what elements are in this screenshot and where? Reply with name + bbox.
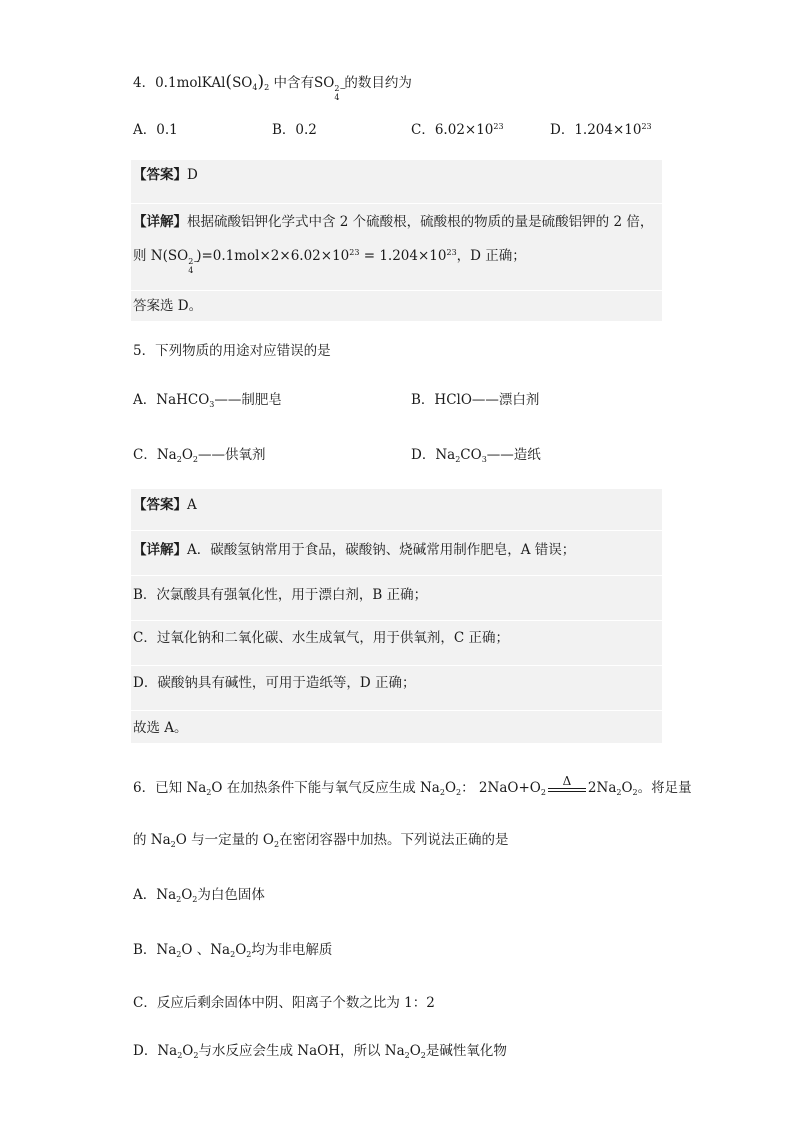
- heating-arrow: Δ: [548, 779, 586, 799]
- q5-stem: 5．下列物质的用途对应错误的是: [133, 343, 331, 359]
- q4-answer: 【答案】D: [133, 167, 198, 183]
- q5-option-b: B．HClO——漂白剂: [411, 392, 540, 408]
- q6-option-d: D．$Na_2O_2$与水反应会生成 NaOH，所以 $Na_2O_2$是碱性氧化物: [133, 1043, 507, 1060]
- q4-option-b: B．0.2: [272, 122, 317, 138]
- q5-detail-line-5: 故选 A。: [133, 720, 188, 736]
- q6-stem-line-1: 6．已知 $Na_2O$ 在加热条件下能与氧气反应生成 $Na_2O_2$： $2NaO+O_2$ Δ $2Na_2O_2$。将足量: [133, 773, 692, 797]
- q6-option-c: C．反应后剩余固体中阴、阳离子个数之比为 1：2: [133, 995, 435, 1011]
- q5-option-a: A．NaHCO$_3$——制肥皂: [133, 392, 282, 409]
- q5-detail-line-4: D．碳酸钠具有碱性，可用于造纸等，D 正确；: [133, 675, 416, 691]
- q5-answer: 【答案】A: [133, 497, 197, 513]
- q4-detail-line-1: 【详解】根据硫酸铝钾化学式中含 2 个硫酸根，硫酸根的物质的量是硫酸铝钾的 2 倍，: [133, 214, 654, 230]
- q4-answer-box: [131, 160, 662, 321]
- q4-option-a: A．0.1: [133, 122, 178, 138]
- q4-conclusion: 答案选 D。: [133, 298, 203, 314]
- q5-detail-line-2: B．次氯酸具有强氧化性，用于漂白剂，B 正确；: [133, 587, 428, 603]
- q5-detail-line-3: C．过氧化钠和二氧化碳、水生成氧气，用于供氧剂，C 正确；: [133, 630, 509, 646]
- q4-option-c: C．$6.02\times 10^{23}$: [411, 122, 504, 138]
- q6-option-b: B．$Na_2O$ 、$Na_2O_2$均为非电解质: [133, 942, 333, 959]
- q6-option-a: A．$Na_2O_2$为白色固体: [133, 887, 265, 904]
- q4-stem: 4．$0.1molKAl(SO_4)_2$ 中含有SO 2− 4 的数目约为: [133, 72, 412, 102]
- q6-stem-line-2: 的 $Na_2O$ 与一定量的 $O_2$在密闭容器中加热。下列说法正确的是: [133, 832, 509, 849]
- q5-option-d: D．$Na_2CO_3——$造纸: [411, 447, 541, 464]
- q4-detail-line-2: 则 N(SO 2− 4 )$=0.1mol\times 2\times 6.02\times 10^{23} = 1.204\times 10^{23}$，D 正确；: [133, 248, 526, 275]
- q4-option-d: D．$1.204\times 10^{23}$: [550, 122, 652, 138]
- q5-detail-line-1: 【详解】A．碳酸氢钠常用于食品，碳酸钠、烧碱常用制作肥皂，A 错误；: [133, 542, 576, 558]
- q5-option-c: C．$Na_2O_2——$供氧剂: [133, 447, 266, 464]
- reaction-equation: $2NaO+O_2$ Δ $2Na_2O_2$: [478, 773, 638, 797]
- q5-answer-box: [131, 489, 662, 743]
